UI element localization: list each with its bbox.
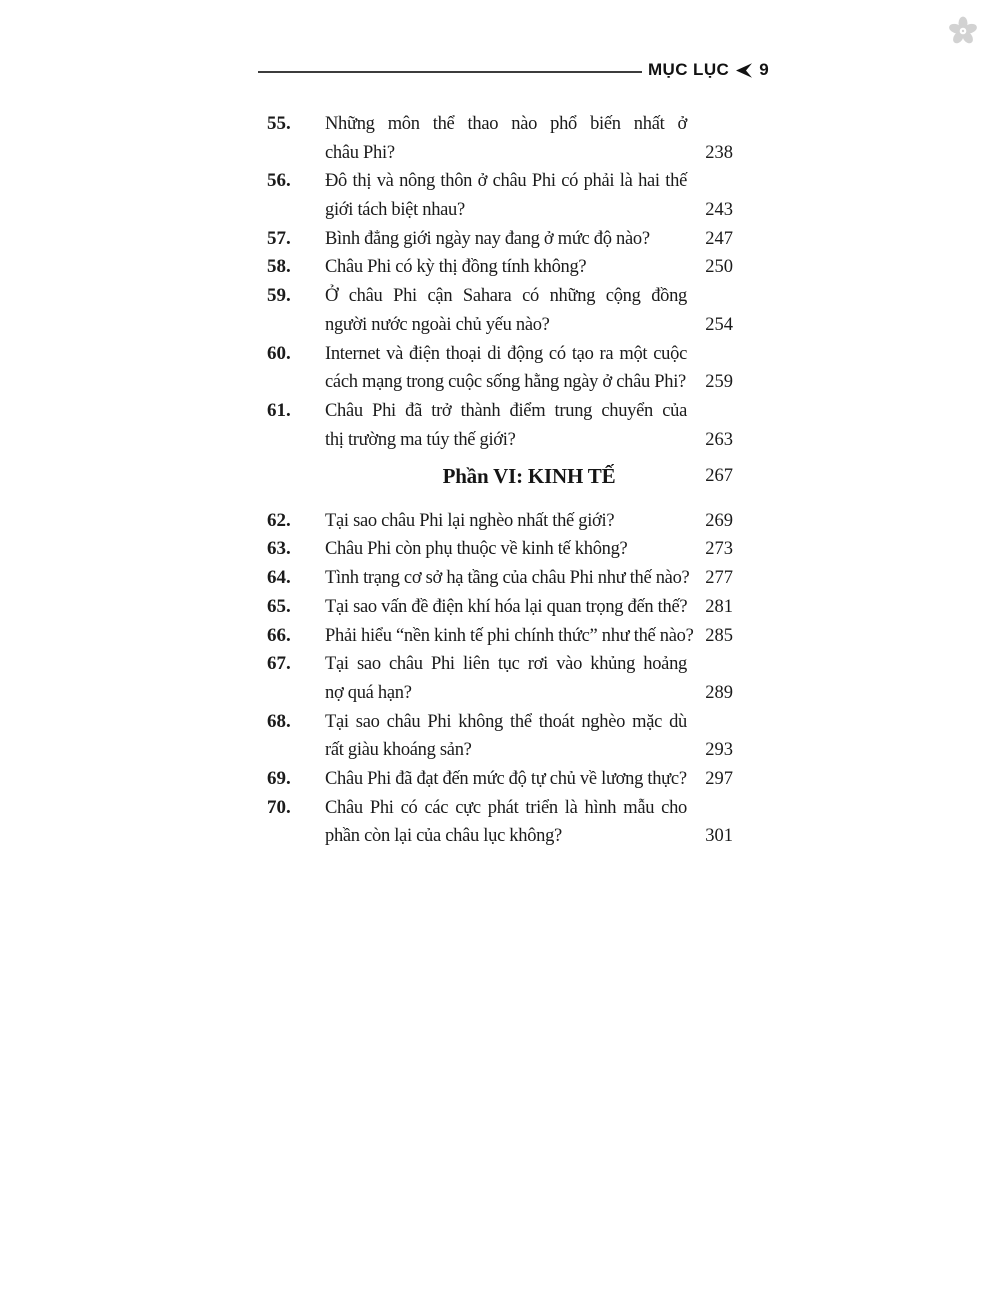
toc-entry-70	[267, 794, 733, 851]
entry-title-line: Tình trạng cơ sở hạ tầng của châu Phi như thế nào?	[325, 568, 690, 589]
entry-title-line: Những môn thể thao nào phổ biến nhất ở	[325, 114, 687, 134]
entry-page-number: 273	[705, 539, 733, 560]
entry-page-number: 301	[705, 826, 733, 847]
entry-title-line: châu Phi?	[325, 142, 395, 163]
entry-title-line: Châu Phi có kỳ thị đồng tính không?	[325, 257, 587, 278]
section-page-number: 267	[705, 466, 733, 487]
entry-number: 66.	[267, 624, 291, 646]
entry-number: 56.	[267, 170, 291, 192]
entry-number: 65.	[267, 595, 291, 617]
entry-page-number: 293	[705, 740, 733, 761]
entry-page-number: 250	[705, 257, 733, 278]
entry-page-number: 247	[705, 228, 733, 249]
toc-entry-65	[267, 593, 733, 622]
entry-number: 64.	[267, 567, 291, 589]
toc-entry-62	[267, 507, 733, 536]
entry-number: 63.	[267, 538, 291, 560]
running-head	[648, 60, 769, 80]
section-title: Phần VI: KINH TẾ	[442, 464, 616, 489]
toc-entry-64	[267, 564, 733, 593]
entry-page-number: 254	[705, 314, 733, 335]
entry-title-line: Tại sao vấn đề điện khí hóa lại quan trọng đến thế?	[325, 596, 688, 617]
entry-number: 60.	[267, 342, 291, 364]
entry-page-number: 289	[705, 682, 733, 703]
entry-title-line: rất giàu khoáng sản?	[325, 740, 472, 761]
entry-title-line: Bình đẳng giới ngày nay đang ở mức độ nào?	[325, 228, 650, 249]
entry-page-number: 259	[705, 372, 733, 393]
entry-page-number: 277	[705, 568, 733, 589]
toc-entry-60	[267, 340, 733, 397]
entry-title-line: Châu Phi đã trở thành điểm trung chuyển của	[325, 400, 687, 421]
toc-entry-66	[267, 622, 733, 651]
toc-entry-58	[267, 253, 733, 282]
entry-page-number: 238	[705, 142, 733, 163]
entry-number: 61.	[267, 399, 291, 421]
entry-title-line: Internet và điện thoại di động có tạo ra một cuộc	[325, 343, 687, 364]
florette-icon	[948, 14, 978, 53]
entry-page-number: 297	[705, 768, 733, 789]
entry-title-line: Tại sao châu Phi liên tục rơi vào khủng hoảng	[325, 654, 687, 675]
entry-number: 70.	[267, 796, 291, 818]
entry-number: 62.	[267, 509, 291, 531]
toc-entry-69	[267, 765, 733, 794]
header-rule	[258, 71, 642, 73]
entry-title-line: Châu Phi còn phụ thuộc về kinh tế không?	[325, 539, 628, 560]
entry-number: 59.	[267, 285, 291, 307]
section-heading-part-vi	[325, 462, 733, 491]
entry-number: 67.	[267, 653, 291, 675]
entry-title-line: Tại sao châu Phi lại nghèo nhất thế giới?	[325, 510, 615, 531]
running-head-title: MỤC LỤC	[648, 60, 730, 79]
toc-entry-56	[267, 167, 733, 224]
entry-page-number: 263	[705, 429, 733, 450]
entry-number: 57.	[267, 227, 291, 249]
entry-title-line: Phải hiểu “nền kinh tế phi chính thức” như thế nào?	[325, 625, 694, 646]
entry-title-line: cách mạng trong cuộc sống hằng ngày ở châu Phi?	[325, 372, 686, 393]
entry-title-line: người nước ngoài chủ yếu nào?	[325, 314, 550, 335]
left-cursor-arrow-icon	[736, 63, 752, 78]
entry-title-line: phần còn lại của châu lục không?	[325, 826, 562, 847]
entry-number: 58.	[267, 256, 291, 278]
toc-entry-67	[267, 650, 733, 707]
entry-number: 68.	[267, 710, 291, 732]
entry-page-number: 269	[705, 510, 733, 531]
entry-title-line: thị trường ma túy thế giới?	[325, 429, 516, 450]
entry-title-line: giới tách biệt nhau?	[325, 200, 465, 221]
toc-entry-55	[267, 110, 733, 167]
running-head-page-number: 9	[759, 60, 770, 79]
toc-entry-63	[267, 535, 733, 564]
toc-entry-61	[267, 397, 733, 454]
toc-entry-59	[267, 282, 733, 339]
entry-title-line: nợ quá hạn?	[325, 682, 412, 703]
toc-entry-68	[267, 708, 733, 765]
entry-title-line: Đô thị và nông thôn ở châu Phi có phải là hai thế	[325, 171, 687, 192]
entry-page-number: 281	[705, 596, 733, 617]
entry-title-line: Châu Phi có các cực phát triển là hình mẫu cho	[325, 797, 687, 818]
entry-title-line: Ở châu Phi cận Sahara có những cộng đồng	[325, 286, 687, 307]
toc-list	[267, 110, 733, 851]
entry-page-number: 285	[705, 625, 733, 646]
entry-page-number: 243	[705, 200, 733, 221]
toc-entry-57	[267, 225, 733, 254]
entry-title-line: Châu Phi đã đạt đến mức độ tự chủ về lương thực?	[325, 768, 687, 789]
entry-number: 55.	[267, 113, 291, 134]
entry-number: 69.	[267, 767, 291, 789]
entry-title-line: Tại sao châu Phi không thể thoát nghèo mặc dù	[325, 711, 687, 732]
